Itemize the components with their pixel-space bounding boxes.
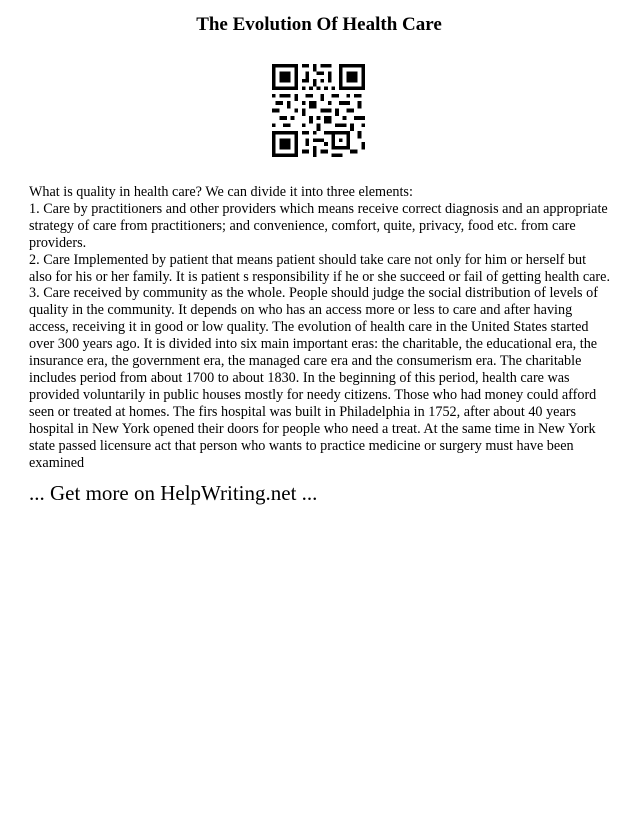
element-three-paragraph: 3. Care received by community as the whole. People should judge the social distribution of levels of quality in the community. It depends on who has an access more or less to care and after having access, receiving it in good or low quality. The evolution of health care in the United States started over 300 years ago. It is divided into six main important eras: the charitable, the educational era, the insurance era, the government era, the managed care era and the consumerism era. The charitable includes period from about 1700 to about 1830. In the beginning of this period, health care was provided voluntarily in public houses mostly for needy citizens. Those who had money could afford seen or treated at homes. The firs hospital was built in Philadelphia in 1752, after about 40 years hospital in New York opened their doors for people who need a treat. At the same time in New York state passed licensure act that person who wants to practice medicine or surgery must have been examined <box>29 285 598 471</box>
qr-code-icon <box>272 64 365 157</box>
element-one-paragraph: 1. Care by practitioners and other providers which means receive correct diagnosis and an appropriate strategy of care from practitioners; and convenience, comfort, quite, privacy, food etc. from care providers. <box>29 200 608 251</box>
article-body <box>29 184 611 471</box>
get-more-link[interactable]: ... Get more on HelpWriting.net ... <box>29 481 318 505</box>
page-title: The Evolution Of Health Care <box>196 14 442 35</box>
element-two-paragraph: 2. Care Implemented by patient that means patient should take care not only for him or herself but also for his or her family. It is patient s responsibility if he or she succeed or fail of getting health care. <box>29 251 610 285</box>
intro-paragraph: What is quality in health care? We can divide it into three elements: <box>29 184 413 200</box>
